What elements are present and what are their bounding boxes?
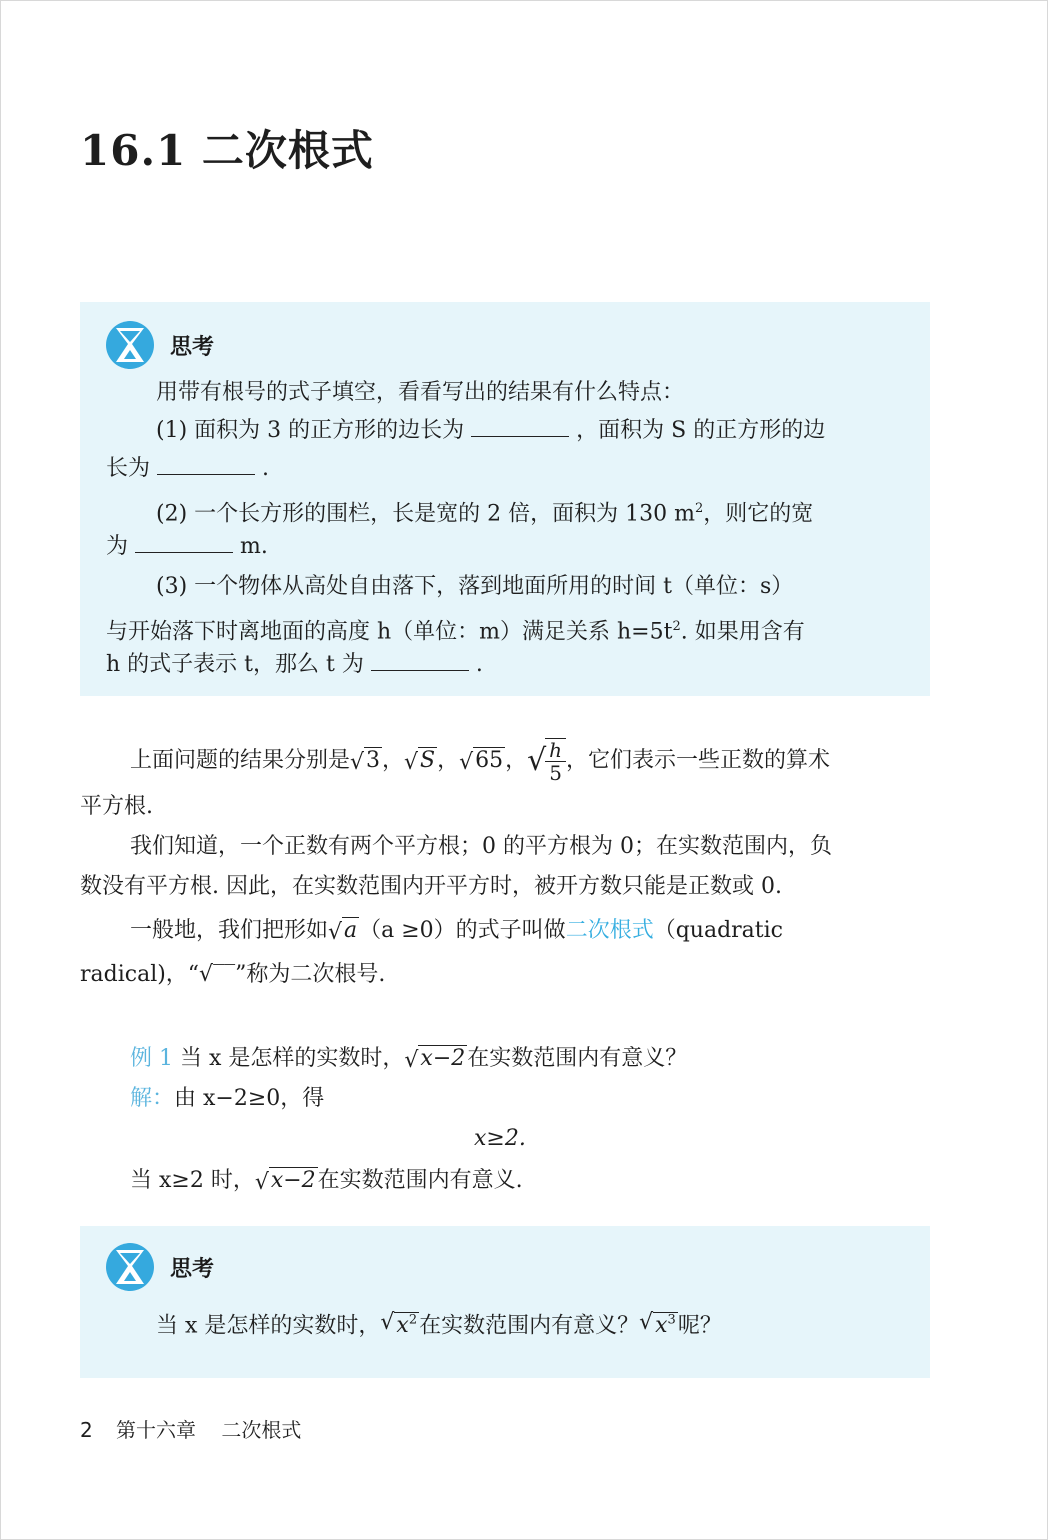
example-text-b: 在实数范围内有意义？ <box>467 1046 688 1071</box>
think2-text-b: 在实数范围内有意义？ <box>419 1313 640 1339</box>
radical-x-squared: √ $x^2$ <box>380 1310 418 1339</box>
para3-text-b: （a ≥0）的式子叫做 <box>359 918 566 943</box>
q1-text-c: 长为 <box>106 456 151 481</box>
q2-sup: 2 <box>694 501 704 516</box>
q1-text-b: ，面积为 S 的正方形的边 <box>576 418 826 443</box>
think-label-1: 思考 <box>170 334 215 360</box>
solution-text: 由 x−2≥0，得 <box>174 1086 325 1111</box>
conclusion-text-b: 在实数范围内有意义. <box>317 1168 523 1193</box>
example-label: 例 1 <box>130 1046 173 1071</box>
sep-1: ， <box>382 748 405 773</box>
think-header-1 <box>104 320 214 370</box>
radical-x-cubed: √ $x^3$ <box>639 1310 676 1339</box>
think-header-2 <box>104 1242 214 1292</box>
q1-text-d: . <box>262 456 270 481</box>
think1-q1-line2 <box>106 454 269 484</box>
example-1-result: x≥2. <box>474 1126 526 1151</box>
think1-q3-line2 <box>106 612 805 647</box>
q3-sup: 2 <box>672 619 681 634</box>
q3-text-e: . <box>475 652 483 677</box>
q3-text-c: . 如果用含有 <box>680 619 805 645</box>
section-title: 16.1 二次根式 <box>80 126 374 175</box>
radical-sqrt65: √ 65 <box>459 748 504 775</box>
para3-line1 <box>130 916 783 946</box>
radical-x-minus-2: √ x−2 <box>404 1046 466 1073</box>
sep-3: ， <box>505 748 528 773</box>
think-box-2 <box>80 1226 930 1378</box>
blank-3 <box>135 532 233 553</box>
think1-q3-line1: (3) 一个物体从高处自由落下，落到地面所用的时间 t（单位：s） <box>156 574 794 599</box>
q2-text-c: 为 <box>106 534 129 559</box>
sep-2: ， <box>437 748 460 773</box>
para1-text-b: ，它们表示一些正数的算术 <box>566 748 831 773</box>
example-text-a: 当 x 是怎样的实数时， <box>180 1046 405 1071</box>
q2-text-a: (2) 一个长方形的围栏，长是宽的 2 倍，面积为 130 m <box>156 501 695 527</box>
example-1-question <box>130 1044 687 1074</box>
think1-intro: 用带有根号的式子填空，看看写出的结果有什么特点： <box>156 380 685 405</box>
q1-text-a: (1) 面积为 3 的正方形的边长为 <box>156 418 465 443</box>
para2-line1: 我们知道，一个正数有两个平方根；0 的平方根为 0；在实数范围内，负 <box>130 834 832 859</box>
think2-question <box>156 1306 722 1341</box>
para3-line2: radical)，“√‾‾”称为二次根号. <box>80 962 386 987</box>
think-box-1 <box>80 302 930 696</box>
think-label-2: 思考 <box>170 1256 215 1282</box>
term-quadratic-radical: 二次根式 <box>565 918 654 943</box>
q3-text-b: 与开始落下时离地面的高度 h（单位：m）满足关系 h=5t <box>106 619 673 645</box>
q2-text-b: ，则它的宽 <box>703 501 814 527</box>
radical-sqrt3: √ 3 <box>350 748 381 775</box>
page-number: 2 <box>80 1418 93 1442</box>
q2-text-d: m. <box>240 534 268 559</box>
think-icon <box>104 320 160 370</box>
radical-sqrt-a: √ a <box>328 918 358 945</box>
think1-q3-line3 <box>106 650 483 680</box>
conclusion-text-a: 当 x≥2 时， <box>130 1168 255 1193</box>
think-icon <box>104 1242 160 1292</box>
blank-2 <box>157 454 255 475</box>
blank-4 <box>371 650 469 671</box>
think2-text-a: 当 x 是怎样的实数时， <box>156 1313 381 1339</box>
think1-q1-line1 <box>156 416 825 446</box>
example-1-solution <box>130 1084 324 1114</box>
think1-q2-line2 <box>106 532 268 562</box>
para3-text-a: 一般地，我们把形如 <box>130 918 329 943</box>
blank-1 <box>471 416 569 437</box>
page-footer <box>80 1414 301 1443</box>
para1-text-a: 上面问题的结果分别是 <box>130 748 351 773</box>
solution-label: 解： <box>130 1086 175 1111</box>
q3-text-d: h 的式子表示 t，那么 t 为 <box>106 652 364 677</box>
para1-line1 <box>130 738 830 784</box>
think1-q2-line1 <box>156 494 813 529</box>
radical-x-minus-2-b: √ x−2 <box>254 1168 316 1195</box>
para1-line2: 平方根. <box>80 794 153 819</box>
think2-text-c: 呢？ <box>677 1313 722 1339</box>
example-1-conclusion <box>130 1166 523 1196</box>
radical-sqrtS: √ S <box>404 748 436 775</box>
radical-sqrt-h-over-5: √ $\frac{h}{5}$ <box>527 738 566 784</box>
chapter-label: 第十六章 二次根式 <box>116 1418 302 1442</box>
para2-line2: 数没有平方根. 因此，在实数范围内开平方时，被开方数只能是正数或 0. <box>80 874 782 899</box>
para3-text-c: （quadratic <box>653 918 783 943</box>
